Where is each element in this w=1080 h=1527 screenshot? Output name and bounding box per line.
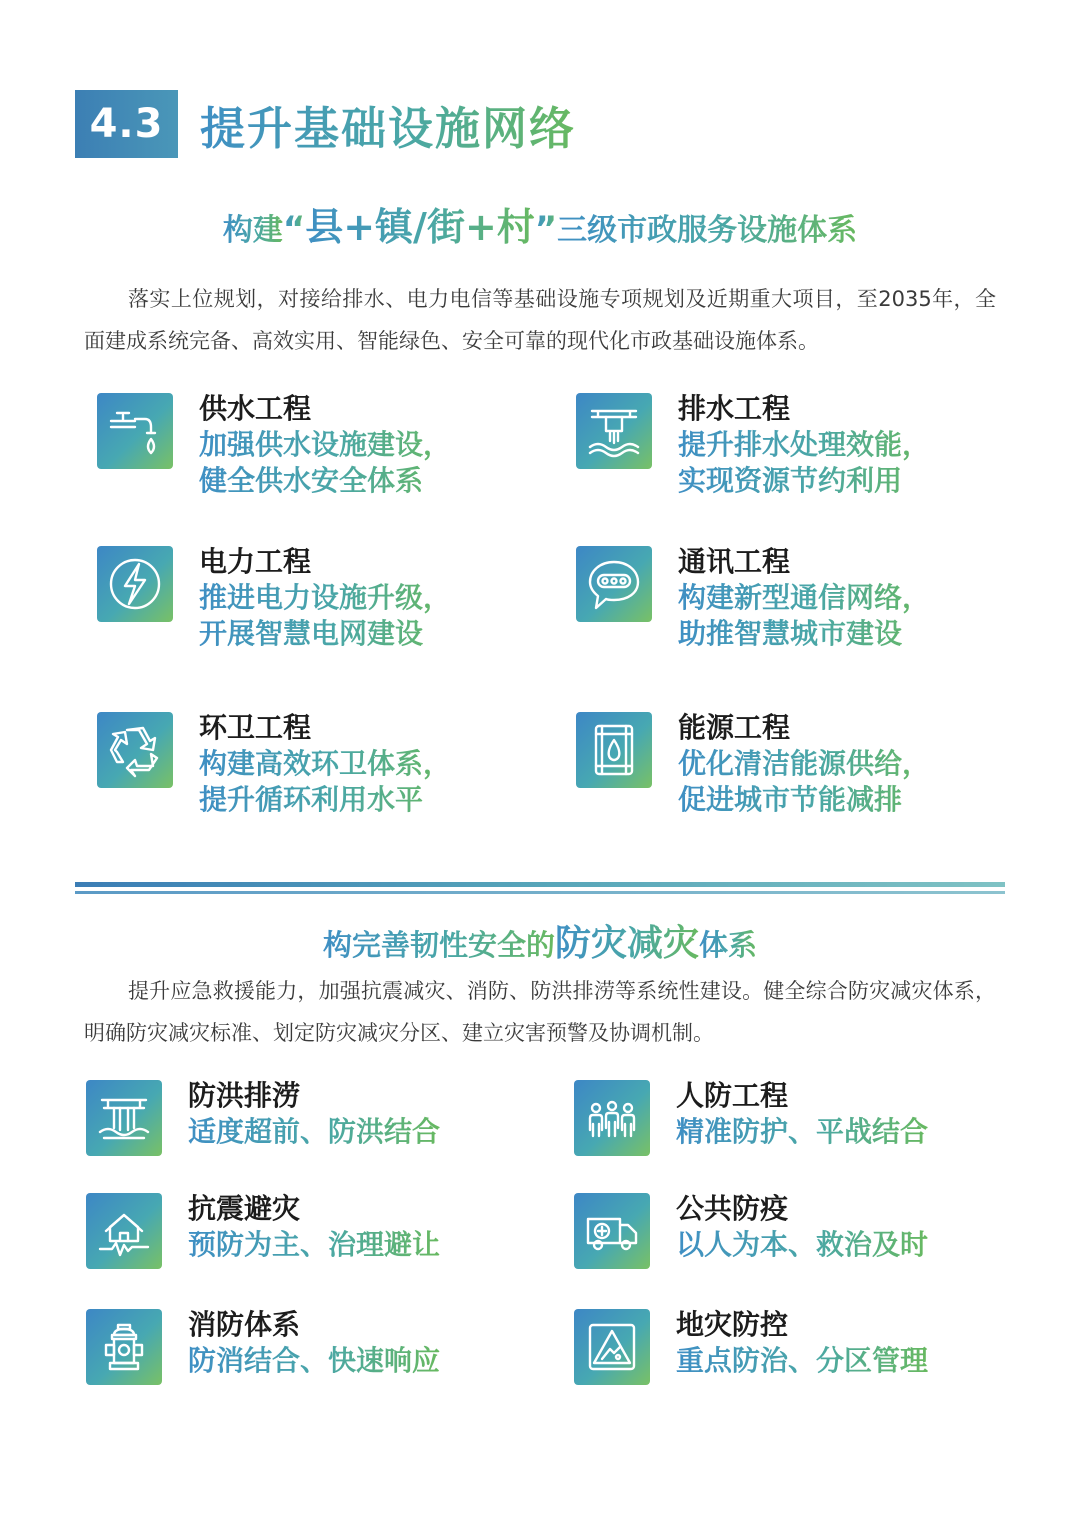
earthquake-house-icon (86, 1193, 162, 1269)
flood-dam-icon (86, 1080, 162, 1156)
item-title: 通讯工程 (678, 545, 791, 578)
section-title: 提升基础设施网络 (200, 92, 576, 157)
item-desc-line1: 优化清洁能源供给， (678, 747, 931, 780)
item-power (97, 546, 451, 652)
drainage-pipe-icon (576, 393, 652, 469)
item-civil-defense (574, 1080, 928, 1156)
ambulance-icon (574, 1193, 650, 1269)
item-title: 供水工程 (199, 392, 312, 425)
item-sanitation (97, 712, 451, 818)
item-desc-line1: 构建新型通信网络， (678, 581, 931, 614)
lightning-icon (97, 546, 173, 622)
subtitle-prefix: 构建 (222, 213, 283, 248)
item-desc-line2: 开展智慧电网建设 (199, 616, 451, 652)
item-title: 公共防疫 (676, 1192, 789, 1225)
subtitle-core: 县+镇/街+村 (305, 205, 535, 249)
subtitle-disaster (0, 915, 1080, 966)
item-title: 能源工程 (678, 711, 791, 744)
item-flood-control (86, 1080, 440, 1156)
item-desc-line2: 健全供水安全体系 (199, 463, 451, 499)
subtitle-open-quote: “ (282, 209, 306, 249)
item-title: 排水工程 (678, 392, 791, 425)
subtitle-core: 防灾减灾 (554, 923, 699, 964)
people-icon (574, 1080, 650, 1156)
item-desc: 重点防治、分区管理 (676, 1344, 929, 1377)
item-fire (86, 1309, 440, 1385)
section-header (75, 90, 576, 158)
item-epidemic (574, 1193, 928, 1269)
item-title: 防洪排涝 (188, 1079, 301, 1112)
item-title: 人防工程 (676, 1079, 789, 1112)
item-title: 消防体系 (188, 1308, 301, 1341)
fire-hydrant-icon (86, 1309, 162, 1385)
item-desc: 精准防护、平战结合 (676, 1115, 929, 1148)
disaster-paragraph: 提升应急救援能力，加强抗震减灾、消防、防洪排涝等系统性建设。健全综合防灾减灾体系，明确防灾减灾标准、划定防灾减灾分区、建立灾害预警及协调机制。 (84, 979, 996, 1045)
item-desc-line1: 构建高效环卫体系， (199, 747, 452, 780)
subtitle-close-quote: ” (534, 209, 558, 249)
fuel-tank-icon (576, 712, 652, 788)
item-water-supply (97, 393, 451, 499)
subtitle-prefix: 构完善韧性安全的 (322, 928, 555, 962)
item-title: 地灾防控 (676, 1308, 789, 1341)
section-number: 4.3 (75, 90, 178, 158)
intro-paragraph: 落实上位规划，对接给排水、电力电信等基础设施专项规划及近期重大项目，至2035年，全面建成系统完备、高效实用、智能绿色、安全可靠的现代化市政基础设施体系。 (84, 287, 996, 353)
item-geohazard (574, 1309, 928, 1385)
chat-bubble-icon (576, 546, 652, 622)
recycle-icon (97, 712, 173, 788)
item-desc-line2: 提升循环利用水平 (199, 782, 451, 818)
item-desc-line1: 加强供水设施建设， (199, 428, 452, 461)
water-tap-icon (97, 393, 173, 469)
landslide-warning-icon (574, 1309, 650, 1385)
subtitle-suffix: 三级市政服务设施体系 (557, 213, 858, 248)
item-desc-line2: 实现资源节约利用 (678, 463, 930, 499)
item-desc: 预防为主、治理避让 (188, 1228, 441, 1261)
item-desc-line2: 促进城市节能减排 (678, 782, 930, 818)
item-desc-line1: 提升排水处理效能， (678, 428, 931, 461)
item-title: 电力工程 (199, 545, 312, 578)
section-divider (75, 882, 1005, 894)
item-energy (576, 712, 930, 818)
item-title: 抗震避灾 (188, 1192, 301, 1225)
item-earthquake (86, 1193, 440, 1269)
item-desc: 以人为本、救治及时 (676, 1228, 929, 1261)
item-drainage (576, 393, 930, 499)
item-telecom (576, 546, 930, 652)
item-title: 环卫工程 (199, 711, 312, 744)
item-desc-line1: 推进电力设施升级， (199, 581, 452, 614)
subtitle-municipal (0, 196, 1080, 251)
item-desc: 防消结合、快速响应 (188, 1344, 441, 1377)
subtitle-suffix: 体系 (699, 928, 758, 962)
item-desc: 适度超前、防洪结合 (188, 1115, 441, 1148)
item-desc-line2: 助推智慧城市建设 (678, 616, 930, 652)
